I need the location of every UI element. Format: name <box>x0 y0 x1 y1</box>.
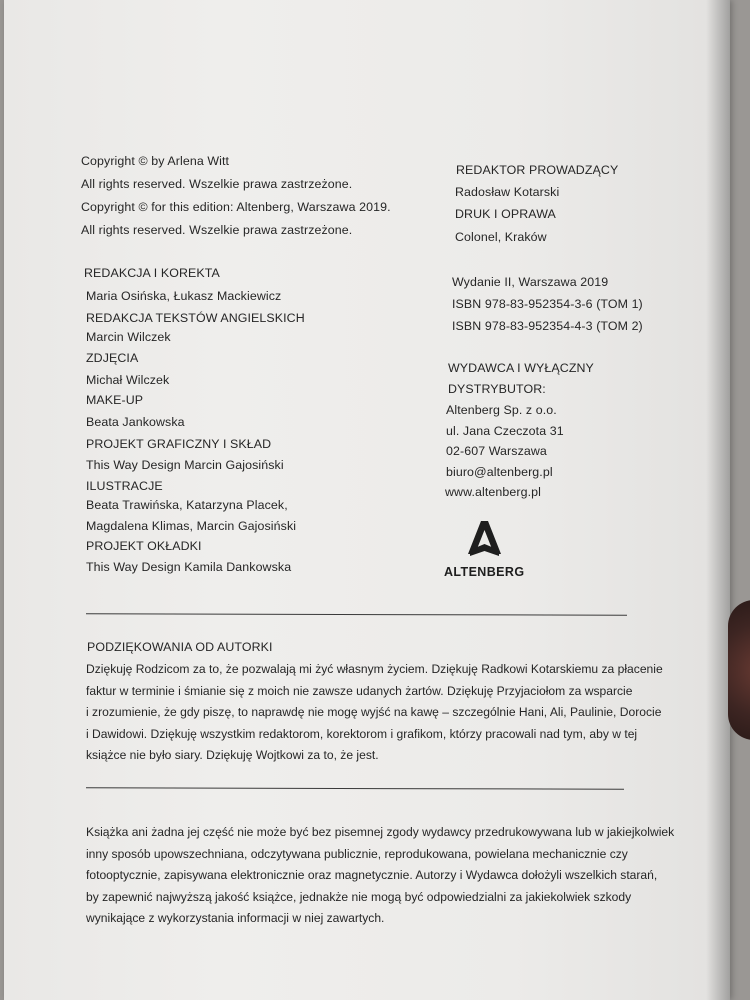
page-edge-shadow <box>706 0 730 1000</box>
credit-name: Magdalena Klimas, Marcin Gajosiński <box>86 519 297 533</box>
credit-name: Marcin Wilczek <box>86 330 171 344</box>
credit-heading: PROJEKT GRAFICZNY I SKŁAD <box>86 437 272 451</box>
credit-name: Michał Wilczek <box>86 373 170 387</box>
publisher-line: ul. Jana Czeczota 31 <box>446 424 564 438</box>
credit-heading: MAKE-UP <box>86 393 144 407</box>
editor-name: Radosław Kotarski <box>455 185 560 199</box>
thumb <box>728 600 750 740</box>
thanks-line: faktur w terminie i śmianie się z moich nie zawsze udanych żartów. Dziękuję Przyjaciołom za wsparcie <box>86 683 633 698</box>
publisher-line: biuro@altenberg.pl <box>446 465 553 479</box>
thanks-line: i zrozumienie, że gdy piszę, to naprawdę nie mogę wyjść na kawę – szczególnie Hani, Ali, Paulinie, Dorocie <box>86 705 662 719</box>
edition-line: Wydanie II, Warszawa 2019 <box>452 275 609 289</box>
copyright-line: All rights reserved. Wszelkie prawa zastrzeżone. <box>81 223 353 237</box>
credit-name: Beata Jankowska <box>86 415 185 429</box>
credit-name: Maria Osińska, Łukasz Mackiewicz <box>86 289 282 303</box>
print-heading: DRUK I OPRAWA <box>455 207 556 221</box>
disclaimer-line: wynikające z wykorzystania informacji w niej zawartych. <box>86 911 385 925</box>
thanks-heading: PODZIĘKOWANIA OD AUTORKI <box>87 640 273 654</box>
publisher-line: www.altenberg.pl <box>445 485 541 499</box>
isbn-line: ISBN 978-83-952354-4-3 (TOM 2) <box>452 319 643 333</box>
thanks-line: i Dawidowi. Dziękuję wszystkim redaktorom, korektorom i grafikom, którzy pracowali nad tym, aby w tej <box>86 726 638 741</box>
copyright-line: Copyright © by Arlena Witt <box>81 154 230 168</box>
credit-heading: ZDJĘCIA <box>86 351 139 365</box>
editor-heading: REDAKTOR PROWADZĄCY <box>456 163 619 177</box>
publisher-heading: WYDAWCA I WYŁĄCZNY <box>448 361 594 375</box>
logo-wordmark: ALTENBERG <box>444 565 525 579</box>
isbn-line: ISBN 978-83-952354-3-6 (TOM 1) <box>452 297 643 311</box>
credit-heading: REDAKCJA TEKSTÓW ANGIELSKICH <box>86 311 305 325</box>
publisher-line: Altenberg Sp. z o.o. <box>446 403 557 417</box>
disclaimer-line: Książka ani żadna jej część nie może być bez pisemnej zgody wydawcy przedrukowywana lub w jakiejkolwiek <box>86 825 675 839</box>
copyright-line: Copyright © for this edition: Altenberg, Warszawa 2019. <box>81 200 391 214</box>
publisher-line: 02-607 Warszawa <box>446 444 547 458</box>
print-name: Colonel, Kraków <box>455 230 547 244</box>
disclaimer-line: fotooptycznie, zapisywana elektronicznie oraz magnetycznie. Autorzy i Wydawca dołożyli wszelkich starań, <box>86 868 658 882</box>
credit-name: This Way Design Marcin Gajosiński <box>86 458 284 472</box>
copyright-line: All rights reserved. Wszelkie prawa zastrzeżone. <box>81 177 353 191</box>
disclaimer-line: by zapewnić najwyższą jakość książce, jednakże nie mogą być odpowiedzialni za jakiekolwiek szkody <box>86 889 632 904</box>
publisher-heading: DYSTRYBUTOR: <box>448 382 546 396</box>
credit-name: This Way Design Kamila Dankowska <box>86 560 292 574</box>
credit-name: Beata Trawińska, Katarzyna Placek, <box>86 498 288 512</box>
credit-heading: ILUSTRACJE <box>86 479 163 493</box>
thanks-line: książce nie było siary. Dziękuję Wojtkowi za to, że jest. <box>86 748 379 762</box>
credit-heading: PROJEKT OKŁADKI <box>86 539 202 553</box>
disclaimer-paragraph <box>86 822 674 930</box>
credit-heading: REDAKCJA I KOREKTA <box>84 266 220 280</box>
disclaimer-line: inny sposób upowszechniana, odczytywana publicznie, reprodukowana, powielana mechanicznie czy <box>86 846 628 861</box>
thanks-line: Dziękuję Rodzicom za to, że pozwalają mi żyć własnym życiem. Dziękuję Radkowi Kotarskiemu za płacenie <box>86 662 663 676</box>
thanks-paragraph <box>86 659 663 767</box>
